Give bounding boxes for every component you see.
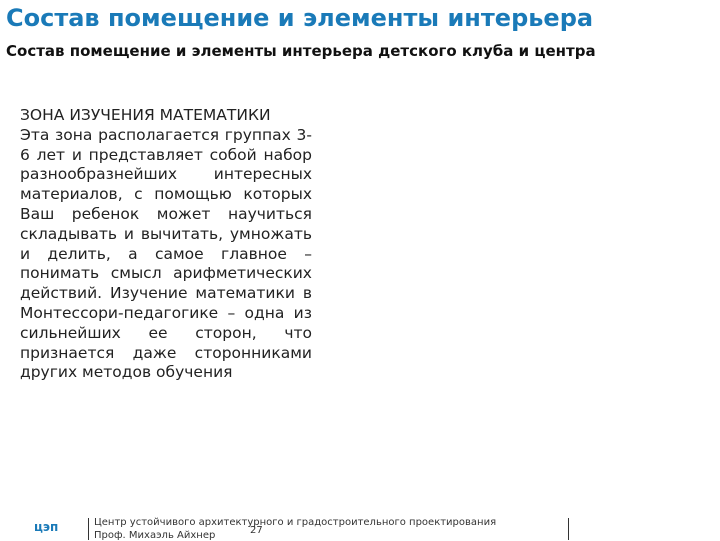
page-number: 27 [250, 525, 263, 536]
section-body: Эта зона располагается группах 3-6 лет и представляет собой набор разнообразнейших интересных материалов, с помощью которых Ваш ребенок может научиться складывать и вычитать, умножать и делить, а самое главное – понимать смысл арифметических действий. Изучение математики в Монтессори-педагогике – одна из сильнейших ее сторон, что признается даже сторонниками других методов обучения [20, 125, 312, 382]
footer-divider-right [568, 518, 569, 540]
footer-author: Проф. Михаэль Айхнер [94, 530, 216, 541]
section-heading: ЗОНА ИЗУЧЕНИЯ МАТЕМАТИКИ [20, 106, 271, 124]
slide-title: Состав помещение и элементы интерьера [6, 4, 594, 32]
footer-divider-left [88, 518, 89, 540]
content-block [20, 106, 312, 383]
footer-organization: Центр устойчивого архитектурного и градостроительного проектирования [94, 517, 497, 528]
footer-logo: цэп [34, 520, 59, 534]
slide-subtitle: Состав помещение и элементы интерьера детского клуба и центра [6, 42, 596, 60]
